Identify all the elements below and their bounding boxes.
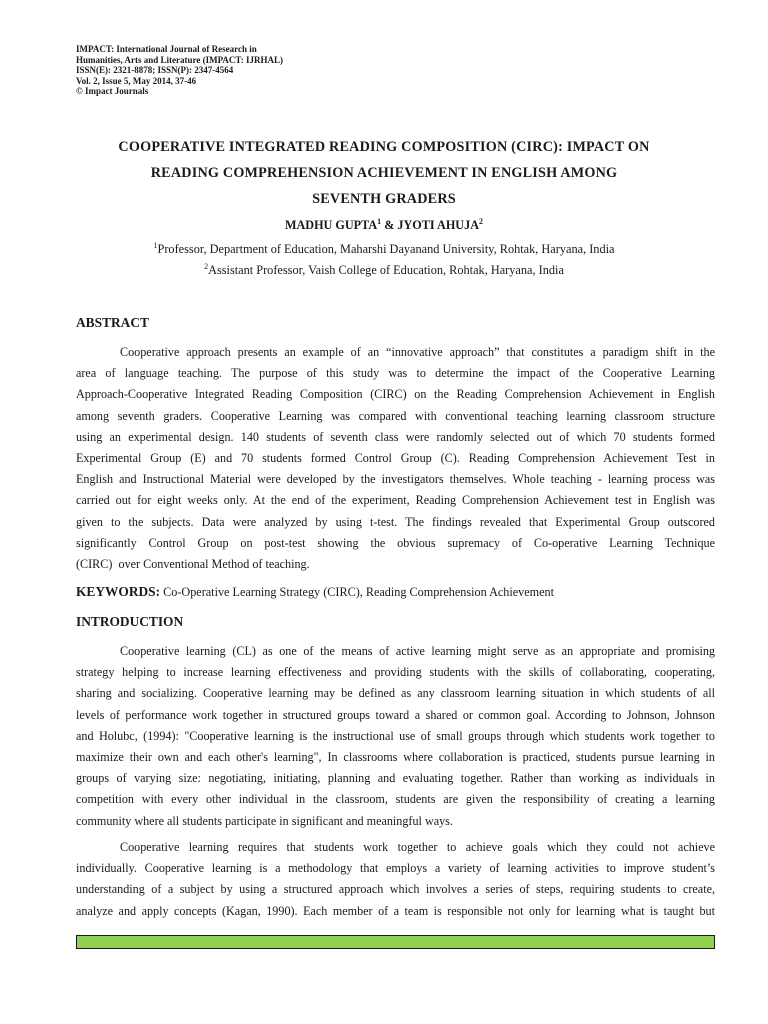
- text-line: individually. Cooperative learning is a methodology that employs a variety of learning activities to improve student’s: [76, 861, 715, 876]
- text-line: among seventh graders. Cooperative Learning was compared with conventional teaching learning classroom structure: [76, 408, 715, 423]
- keywords: [76, 583, 554, 601]
- title-line: SEVENTH GRADERS: [312, 191, 456, 207]
- text-line: Experimental Group (E) and 70 students formed Control Group (C). Reading Comprehension Achievement Test in: [76, 450, 715, 465]
- journal-name-line: IMPACT: International Journal of Research in: [76, 44, 257, 54]
- keywords-text: Co-Operative Learning Strategy (CIRC), Reading Comprehension Achievement: [160, 585, 555, 599]
- author-superscript: 2: [479, 216, 484, 226]
- text-line: Cooperative learning requires that students work together to achieve goals which they could not achieve: [120, 840, 715, 854]
- text-line: given to the subjects. Data were analyzed by using t-test. The findings revealed that Experimental Group outscored: [76, 514, 715, 529]
- affiliation-superscript: 2: [204, 261, 209, 271]
- author-name: MADHU GUPTA: [284, 218, 378, 232]
- text-line: Approach-Cooperative Integrated Reading Composition (CIRC) on the Reading Comprehension Achievement in English: [76, 387, 715, 402]
- affiliation-text: Assistant Professor, Vaish College of Education, Rohtak, Haryana, India: [208, 263, 564, 277]
- volume-line: Vol. 2, Issue 5, May 2014, 37-46: [76, 75, 197, 86]
- text-line: carried out for eight weeks only. At the end of the experiment, Reading Comprehension Achievement test in English was: [76, 493, 715, 508]
- text-line: maximize their own and each other's learning", In classrooms where collaboration is practiced, students pursue learning in: [76, 749, 715, 764]
- introduction-paragraph: [76, 641, 715, 832]
- introduction-paragraph: [76, 837, 715, 922]
- affiliation: [76, 263, 692, 278]
- text-line: groups of varying size: negotiating, initiating, planning and evaluating together. Rather than working as individuals in: [76, 771, 715, 786]
- author-superscript: 1: [377, 216, 382, 226]
- copyright-line: © Impact Journals: [76, 86, 149, 97]
- text-line: community where all students participate in significant and meaningful ways.: [76, 813, 453, 828]
- author-name: JYOTI AHUJA: [397, 218, 480, 232]
- journal-header: [76, 44, 376, 97]
- footer-bar: [76, 935, 715, 949]
- text-line: English and Instructional Material were developed by the investigators themselves. Whole teaching - learning process was: [76, 472, 715, 487]
- text-line: understanding of a subject by using a structured approach which involves a series of steps, requiring students to create,: [76, 882, 715, 897]
- abstract-heading: ABSTRACT: [76, 315, 149, 330]
- text-line: Cooperative approach presents an example of an “innovative approach” that constitutes a paradigm shift in the: [120, 345, 715, 359]
- text-line: and Holubc, (1994): "Cooperative learning is the instructional use of small groups through which students work together to: [76, 728, 715, 743]
- affiliation-superscript: 1: [153, 240, 158, 250]
- text-line: using an experimental design. 140 students of seventh class were randomly selected out of which 70 students formed: [76, 429, 715, 444]
- text-line: (CIRC) over Conventional Method of teaching.: [76, 556, 310, 571]
- affiliation: [76, 242, 692, 257]
- paper-title: [76, 134, 692, 212]
- text-line: significantly Control Group on post-test showing the obvious supremacy of Co-operative Learning Technique: [76, 535, 715, 550]
- title-line: READING COMPREHENSION ACHIEVEMENT IN ENGLISH AMONG: [150, 165, 618, 181]
- title-line: COOPERATIVE INTEGRATED READING COMPOSITION (CIRC): IMPACT ON: [118, 139, 650, 155]
- text-line: levels of performance work together in structured groups toward a shared or common goal. According to Johnson, Johnson: [76, 707, 715, 722]
- text-line: analyze and apply concepts (Kagan, 1990). Each member of a team is responsible not only for learning what is taught but: [76, 903, 715, 918]
- affiliation-text: Professor, Department of Education, Maharshi Dayanand University, Rohtak, Haryana, India: [157, 242, 615, 256]
- text-line: area of language teaching. The purpose of this study was to determine the impact of the Cooperative Learning: [76, 366, 715, 381]
- issn-line: ISSN(E): 2321-8878; ISSN(P): 2347-4564: [76, 65, 234, 76]
- introduction-heading: INTRODUCTION: [76, 614, 184, 629]
- abstract-body: [76, 342, 715, 575]
- author-list: [76, 218, 692, 233]
- keywords-label: KEYWORDS:: [76, 584, 161, 599]
- author-separator: &: [381, 218, 398, 232]
- text-line: Cooperative learning (CL) as one of the means of active learning might serve as an appropriate and promising: [120, 644, 715, 658]
- journal-name-line: Humanities, Arts and Literature (IMPACT: IJRHAL): [76, 54, 283, 65]
- text-line: competition with every other individual in the classroom, students are given the responsibility of creating a learning: [76, 792, 715, 807]
- text-line: strategy helping to increase learning effectiveness and providing students with the skills of collaborating, cooperating,: [76, 665, 715, 680]
- text-line: sharing and socializing. Cooperative learning may be defined as any classroom learning situation in which students of all: [76, 686, 715, 701]
